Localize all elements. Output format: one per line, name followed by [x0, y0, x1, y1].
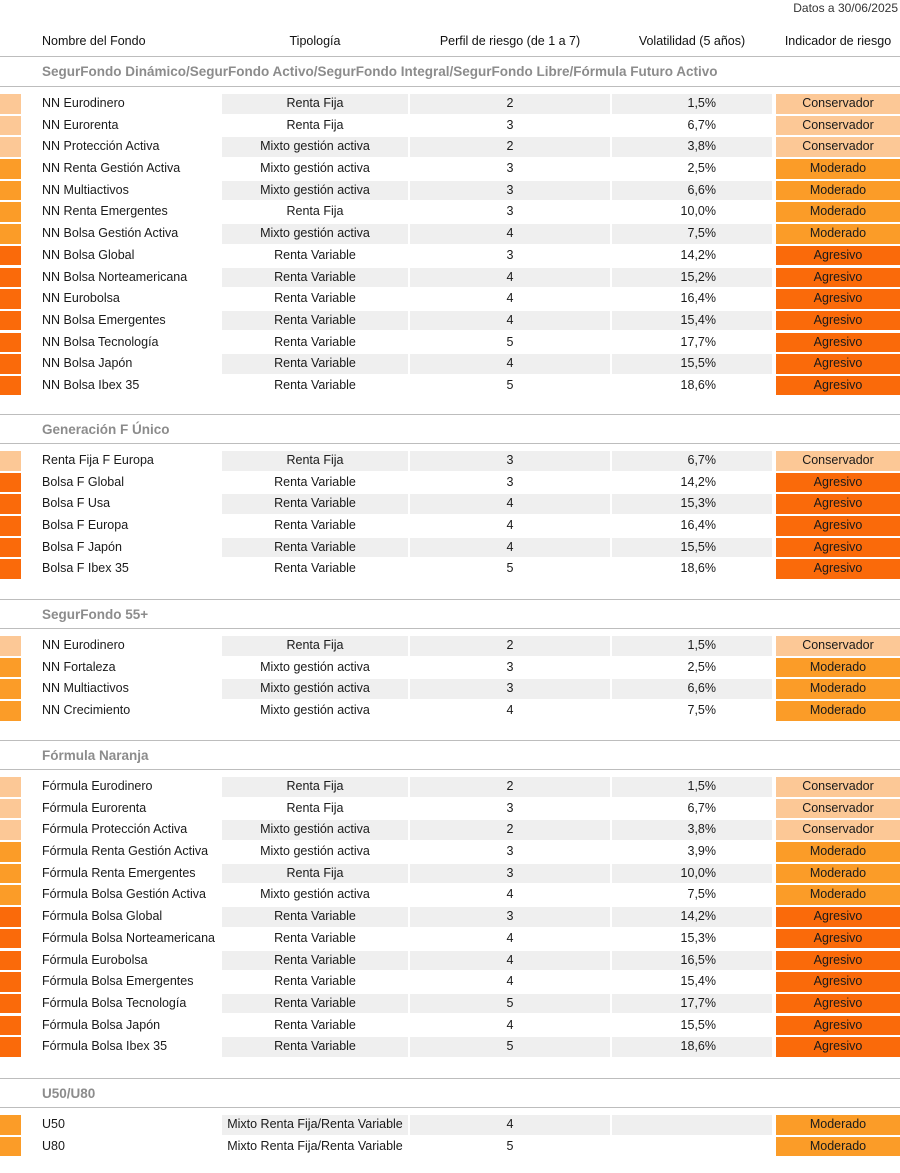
risk-color-swatch	[0, 289, 21, 309]
table-row	[0, 537, 900, 559]
section-title: U50/U80	[0, 1078, 900, 1108]
table-row	[0, 1136, 900, 1158]
fund-tipologia: Renta Variable	[222, 473, 408, 493]
risk-indicator: Moderado	[776, 701, 900, 721]
fund-perfil: 4	[410, 354, 610, 374]
fund-perfil: 4	[410, 701, 610, 721]
risk-indicator: Moderado	[776, 864, 900, 884]
header-name: Nombre del Fondo	[42, 34, 146, 48]
fund-name: Renta Fija F Europa	[42, 453, 154, 467]
fund-volatilidad: 6,7%	[612, 451, 772, 471]
risk-indicator: Agresivo	[776, 268, 900, 288]
fund-perfil: 3	[410, 842, 610, 862]
table-row	[0, 1036, 900, 1058]
fund-tipologia: Renta Fija	[222, 777, 408, 797]
fund-volatilidad: 15,5%	[612, 1016, 772, 1036]
risk-indicator: Agresivo	[776, 951, 900, 971]
fund-name: Fórmula Renta Emergentes	[42, 865, 196, 880]
risk-color-swatch	[0, 799, 21, 819]
fund-volatilidad: 14,2%	[612, 473, 772, 493]
risk-indicator: Moderado	[776, 679, 900, 699]
fund-name: Bolsa F Ibex 35	[42, 561, 129, 576]
risk-color-swatch	[0, 951, 21, 971]
fund-perfil: 3	[410, 181, 610, 201]
risk-indicator: Agresivo	[776, 289, 900, 309]
risk-color-swatch	[0, 311, 21, 331]
fund-perfil: 5	[410, 376, 610, 396]
fund-name: NN Multiactivos	[42, 182, 129, 197]
fund-name: Fórmula Bolsa Emergentes	[42, 974, 194, 989]
table-row	[0, 375, 900, 397]
fund-perfil: 3	[410, 679, 610, 699]
risk-color-swatch	[0, 777, 21, 797]
fund-perfil: 4	[410, 311, 610, 331]
fund-volatilidad: 6,7%	[612, 799, 772, 819]
table-row	[0, 819, 900, 841]
section-rows	[0, 93, 900, 397]
risk-color-swatch	[0, 246, 21, 266]
table-row	[0, 180, 900, 202]
fund-section	[0, 740, 900, 1058]
fund-name: NN Bolsa Global	[42, 247, 135, 262]
table-row	[0, 884, 900, 906]
risk-indicator: Agresivo	[776, 994, 900, 1014]
table-row	[0, 353, 900, 375]
fund-volatilidad: 7,5%	[612, 885, 772, 905]
fund-perfil: 4	[410, 929, 610, 949]
fund-perfil: 5	[410, 1137, 610, 1157]
risk-indicator: Moderado	[776, 1115, 900, 1135]
fund-volatilidad: 15,5%	[612, 354, 772, 374]
fund-volatilidad: 18,6%	[612, 376, 772, 396]
fund-tipologia: Mixto gestión activa	[222, 658, 408, 678]
risk-indicator: Conservador	[776, 116, 900, 136]
risk-color-swatch	[0, 885, 21, 905]
table-row	[0, 700, 900, 722]
risk-color-swatch	[0, 538, 21, 558]
risk-color-swatch	[0, 559, 21, 579]
risk-color-swatch	[0, 333, 21, 353]
fund-tipologia: Mixto gestión activa	[222, 181, 408, 201]
fund-tipologia: Renta Variable	[222, 354, 408, 374]
table-row	[0, 515, 900, 537]
fund-tipologia: Renta Fija	[222, 451, 408, 471]
risk-indicator: Agresivo	[776, 494, 900, 514]
fund-tipologia: Renta Variable	[222, 972, 408, 992]
fund-volatilidad: 3,8%	[612, 137, 772, 157]
risk-color-swatch	[0, 994, 21, 1014]
fund-volatilidad: 3,9%	[612, 842, 772, 862]
fund-volatilidad: 1,5%	[612, 636, 772, 656]
fund-perfil: 4	[410, 885, 610, 905]
risk-color-swatch	[0, 842, 21, 862]
fund-name: Fórmula Bolsa Norteamericana	[42, 930, 215, 945]
risk-indicator: Conservador	[776, 451, 900, 471]
fund-perfil: 2	[410, 820, 610, 840]
fund-section	[0, 599, 900, 722]
risk-color-swatch	[0, 159, 21, 179]
fund-volatilidad: 15,4%	[612, 972, 772, 992]
fund-perfil: 3	[410, 473, 610, 493]
fund-volatilidad: 2,5%	[612, 159, 772, 179]
fund-perfil: 3	[410, 246, 610, 266]
fund-name: U80	[42, 1138, 65, 1153]
fund-volatilidad: 14,2%	[612, 907, 772, 927]
risk-indicator: Conservador	[776, 137, 900, 157]
fund-perfil: 5	[410, 994, 610, 1014]
fund-section	[0, 414, 900, 580]
risk-indicator: Agresivo	[776, 972, 900, 992]
fund-name: NN Crecimiento	[42, 703, 131, 718]
risk-color-swatch	[0, 929, 21, 949]
fund-name: Fórmula Bolsa Ibex 35	[42, 1039, 168, 1054]
risk-indicator: Agresivo	[776, 929, 900, 949]
risk-indicator: Agresivo	[776, 311, 900, 331]
fund-perfil: 2	[410, 636, 610, 656]
fund-tipologia: Renta Fija	[222, 864, 408, 884]
risk-indicator: Conservador	[776, 820, 900, 840]
fund-perfil: 3	[410, 864, 610, 884]
fund-tipologia: Mixto gestión activa	[222, 137, 408, 157]
table-row	[0, 1114, 900, 1136]
fund-tipologia: Mixto Renta Fija/Renta Variable	[222, 1137, 408, 1157]
fund-volatilidad: 15,3%	[612, 494, 772, 514]
fund-volatilidad: 6,7%	[612, 116, 772, 136]
risk-color-swatch	[0, 116, 21, 136]
fund-perfil: 5	[410, 333, 610, 353]
fund-tipologia: Renta Variable	[222, 907, 408, 927]
table-row	[0, 635, 900, 657]
fund-name: NN Eurobolsa	[42, 291, 120, 306]
fund-tipologia: Renta Variable	[222, 538, 408, 558]
fund-tipologia: Renta Variable	[222, 246, 408, 266]
fund-name: Fórmula Bolsa Gestión Activa	[42, 887, 206, 902]
risk-indicator: Moderado	[776, 1137, 900, 1157]
table-row	[0, 245, 900, 267]
risk-indicator: Agresivo	[776, 907, 900, 927]
table-row	[0, 267, 900, 289]
fund-name: NN Bolsa Ibex 35	[42, 377, 140, 392]
section-title: Fórmula Naranja	[0, 740, 900, 770]
fund-name: NN Renta Gestión Activa	[42, 161, 181, 176]
risk-color-swatch	[0, 473, 21, 493]
fund-name: NN Eurodinero	[42, 638, 125, 652]
fund-name: NN Bolsa Emergentes	[42, 312, 166, 327]
fund-perfil: 5	[410, 559, 610, 579]
fund-tipologia: Mixto gestión activa	[222, 885, 408, 905]
fund-volatilidad: 16,5%	[612, 951, 772, 971]
risk-indicator: Moderado	[776, 181, 900, 201]
fund-perfil: 5	[410, 1037, 610, 1057]
table-row	[0, 971, 900, 993]
fund-perfil: 4	[410, 538, 610, 558]
fund-volatilidad: 6,6%	[612, 679, 772, 699]
table-row	[0, 223, 900, 245]
fund-perfil: 2	[410, 94, 610, 114]
risk-color-swatch	[0, 268, 21, 288]
fund-name: Fórmula Renta Gestión Activa	[42, 844, 209, 859]
fund-volatilidad: 16,4%	[612, 289, 772, 309]
table-row	[0, 310, 900, 332]
risk-color-swatch	[0, 1016, 21, 1036]
fund-name: NN Bolsa Gestión Activa	[42, 226, 179, 241]
risk-indicator: Conservador	[776, 94, 900, 114]
risk-indicator: Conservador	[776, 799, 900, 819]
fund-name: NN Eurodinero	[42, 96, 125, 110]
fund-tipologia: Renta Variable	[222, 333, 408, 353]
fund-tipologia: Mixto gestión activa	[222, 679, 408, 699]
section-rows	[0, 776, 900, 1058]
risk-color-swatch	[0, 354, 21, 374]
fund-perfil: 4	[410, 289, 610, 309]
table-row	[0, 332, 900, 354]
risk-indicator: Agresivo	[776, 246, 900, 266]
fund-perfil: 4	[410, 268, 610, 288]
fund-name: NN Protección Activa	[42, 139, 160, 154]
fund-tipologia: Renta Variable	[222, 1016, 408, 1036]
fund-tipologia: Renta Variable	[222, 516, 408, 536]
fund-name: NN Bolsa Japón	[42, 356, 133, 371]
fund-perfil: 2	[410, 777, 610, 797]
section-rows	[0, 635, 900, 722]
fund-name: Fórmula Bolsa Tecnología	[42, 995, 187, 1010]
fund-section	[0, 57, 900, 397]
risk-color-swatch	[0, 1115, 21, 1135]
fund-name: NN Eurorenta	[42, 117, 119, 132]
section-rows	[0, 450, 900, 580]
fund-volatilidad: 7,5%	[612, 224, 772, 244]
fund-volatilidad: 15,2%	[612, 268, 772, 288]
table-row	[0, 993, 900, 1015]
header-indicador: Indicador de riesgo	[784, 34, 892, 48]
risk-color-swatch	[0, 516, 21, 536]
table-row	[0, 558, 900, 580]
fund-name: NN Multiactivos	[42, 681, 129, 696]
risk-indicator: Moderado	[776, 159, 900, 179]
risk-color-swatch	[0, 636, 21, 656]
risk-indicator: Conservador	[776, 636, 900, 656]
fund-volatilidad: 14,2%	[612, 246, 772, 266]
risk-indicator: Moderado	[776, 202, 900, 222]
fund-name: Fórmula Eurodinero	[42, 779, 153, 793]
fund-name: Fórmula Bolsa Japón	[42, 1017, 161, 1032]
fund-tipologia: Renta Fija	[222, 94, 408, 114]
table-row	[0, 493, 900, 515]
fund-name: Fórmula Eurorenta	[42, 800, 147, 815]
fund-tipologia: Renta Variable	[222, 289, 408, 309]
risk-indicator: Agresivo	[776, 1037, 900, 1057]
fund-volatilidad: 18,6%	[612, 559, 772, 579]
fund-tipologia: Renta Fija	[222, 636, 408, 656]
risk-indicator: Agresivo	[776, 333, 900, 353]
fund-tipologia: Mixto gestión activa	[222, 842, 408, 862]
risk-indicator: Agresivo	[776, 516, 900, 536]
risk-color-swatch	[0, 494, 21, 514]
risk-color-swatch	[0, 181, 21, 201]
fund-tipologia: Mixto Renta Fija/Renta Variable	[222, 1115, 408, 1135]
fund-tipologia: Mixto gestión activa	[222, 159, 408, 179]
fund-tipologia: Renta Variable	[222, 494, 408, 514]
fund-tipologia: Mixto gestión activa	[222, 701, 408, 721]
fund-tipologia: Renta Variable	[222, 1037, 408, 1057]
risk-color-swatch	[0, 1137, 21, 1157]
fund-volatilidad: 15,5%	[612, 538, 772, 558]
risk-indicator: Moderado	[776, 658, 900, 678]
fund-tipologia: Mixto gestión activa	[222, 224, 408, 244]
fund-section	[0, 1078, 900, 1157]
table-row	[0, 1015, 900, 1037]
fund-tipologia: Renta Fija	[222, 116, 408, 136]
fund-volatilidad: 1,5%	[612, 94, 772, 114]
fund-volatilidad: 10,0%	[612, 202, 772, 222]
fund-volatilidad: 15,4%	[612, 311, 772, 331]
risk-color-swatch	[0, 1037, 21, 1057]
fund-volatilidad: 10,0%	[612, 864, 772, 884]
fund-perfil: 4	[410, 494, 610, 514]
risk-indicator: Agresivo	[776, 376, 900, 396]
risk-indicator: Agresivo	[776, 559, 900, 579]
risk-color-swatch	[0, 679, 21, 699]
fund-name: Fórmula Bolsa Global	[42, 909, 163, 924]
risk-color-swatch	[0, 224, 21, 244]
risk-color-swatch	[0, 701, 21, 721]
fund-volatilidad	[612, 1137, 772, 1157]
table-row	[0, 472, 900, 494]
table-row	[0, 906, 900, 928]
fund-tipologia: Renta Fija	[222, 799, 408, 819]
table-row	[0, 841, 900, 863]
fund-name: Bolsa F Europa	[42, 518, 129, 533]
table-row	[0, 678, 900, 700]
fund-name: NN Fortaleza	[42, 659, 116, 674]
fund-perfil: 3	[410, 451, 610, 471]
table-row	[0, 950, 900, 972]
table-row	[0, 201, 900, 223]
risk-color-swatch	[0, 451, 21, 471]
fund-tipologia: Renta Fija	[222, 202, 408, 222]
fund-perfil: 4	[410, 972, 610, 992]
fund-tipologia: Renta Variable	[222, 559, 408, 579]
fund-name: Bolsa F Global	[42, 474, 124, 489]
table-row	[0, 158, 900, 180]
header-perfil: Perfil de riesgo (de 1 a 7)	[439, 34, 581, 48]
table-row	[0, 863, 900, 885]
fund-volatilidad: 15,3%	[612, 929, 772, 949]
risk-indicator: Agresivo	[776, 354, 900, 374]
table-row	[0, 288, 900, 310]
fund-volatilidad	[612, 1115, 772, 1135]
table-row	[0, 657, 900, 679]
fund-perfil: 3	[410, 202, 610, 222]
section-title: SegurFondo Dinámico/SegurFondo Activo/SegurFondo Integral/SegurFondo Libre/Fórmula Futuro Activo	[0, 57, 900, 87]
fund-perfil: 3	[410, 159, 610, 179]
risk-indicator: Agresivo	[776, 538, 900, 558]
fund-name: Bolsa F Japón	[42, 539, 122, 554]
fund-name: Bolsa F Usa	[42, 496, 111, 511]
fund-name: NN Bolsa Norteamericana	[42, 269, 188, 284]
table-row	[0, 798, 900, 820]
fund-perfil: 4	[410, 1016, 610, 1036]
fund-volatilidad: 2,5%	[612, 658, 772, 678]
fund-perfil: 4	[410, 224, 610, 244]
fund-name: U50	[42, 1117, 65, 1131]
table-row	[0, 136, 900, 158]
risk-color-swatch	[0, 972, 21, 992]
table-row	[0, 776, 900, 798]
fund-perfil: 3	[410, 658, 610, 678]
fund-volatilidad: 3,8%	[612, 820, 772, 840]
fund-volatilidad: 16,4%	[612, 516, 772, 536]
fund-name: Fórmula Eurobolsa	[42, 952, 148, 967]
risk-color-swatch	[0, 137, 21, 157]
risk-color-swatch	[0, 864, 21, 884]
risk-indicator: Conservador	[776, 777, 900, 797]
risk-color-swatch	[0, 907, 21, 927]
risk-indicator: Moderado	[776, 224, 900, 244]
fund-volatilidad: 18,6%	[612, 1037, 772, 1057]
fund-tipologia: Renta Variable	[222, 929, 408, 949]
section-title: SegurFondo 55+	[0, 599, 900, 629]
risk-color-swatch	[0, 820, 21, 840]
fund-perfil: 3	[410, 907, 610, 927]
fund-volatilidad: 1,5%	[612, 777, 772, 797]
risk-indicator: Moderado	[776, 885, 900, 905]
risk-indicator: Agresivo	[776, 1016, 900, 1036]
risk-color-swatch	[0, 94, 21, 114]
fund-tipologia: Renta Variable	[222, 951, 408, 971]
table-row	[0, 93, 900, 115]
fund-name: NN Bolsa Tecnología	[42, 334, 159, 349]
risk-indicator: Agresivo	[776, 473, 900, 493]
fund-perfil: 4	[410, 516, 610, 536]
fund-perfil: 3	[410, 799, 610, 819]
fund-volatilidad: 6,6%	[612, 181, 772, 201]
fund-name: NN Renta Emergentes	[42, 204, 168, 219]
section-rows	[0, 1114, 900, 1157]
fund-perfil: 4	[410, 951, 610, 971]
table-row	[0, 928, 900, 950]
risk-color-swatch	[0, 658, 21, 678]
section-title: Generación F Único	[0, 414, 900, 444]
fund-perfil: 3	[410, 116, 610, 136]
fund-perfil: 4	[410, 1115, 610, 1135]
header-tipologia: Tipología	[289, 34, 341, 48]
fund-tipologia: Renta Variable	[222, 376, 408, 396]
fund-perfil: 2	[410, 137, 610, 157]
table-row	[0, 450, 900, 472]
table-header	[0, 27, 900, 57]
date-note: Datos a 30/06/2025	[793, 1, 898, 15]
fund-volatilidad: 17,7%	[612, 994, 772, 1014]
fund-volatilidad: 7,5%	[612, 701, 772, 721]
fund-tipologia: Renta Variable	[222, 994, 408, 1014]
fund-volatilidad: 17,7%	[612, 333, 772, 353]
table-row	[0, 115, 900, 137]
fund-tipologia: Renta Variable	[222, 311, 408, 331]
fund-tipologia: Mixto gestión activa	[222, 820, 408, 840]
risk-color-swatch	[0, 376, 21, 396]
risk-indicator: Moderado	[776, 842, 900, 862]
fund-name: Fórmula Protección Activa	[42, 822, 188, 837]
header-volatilidad: Volatilidad (5 años)	[638, 34, 746, 48]
risk-color-swatch	[0, 202, 21, 222]
fund-tipologia: Renta Variable	[222, 268, 408, 288]
